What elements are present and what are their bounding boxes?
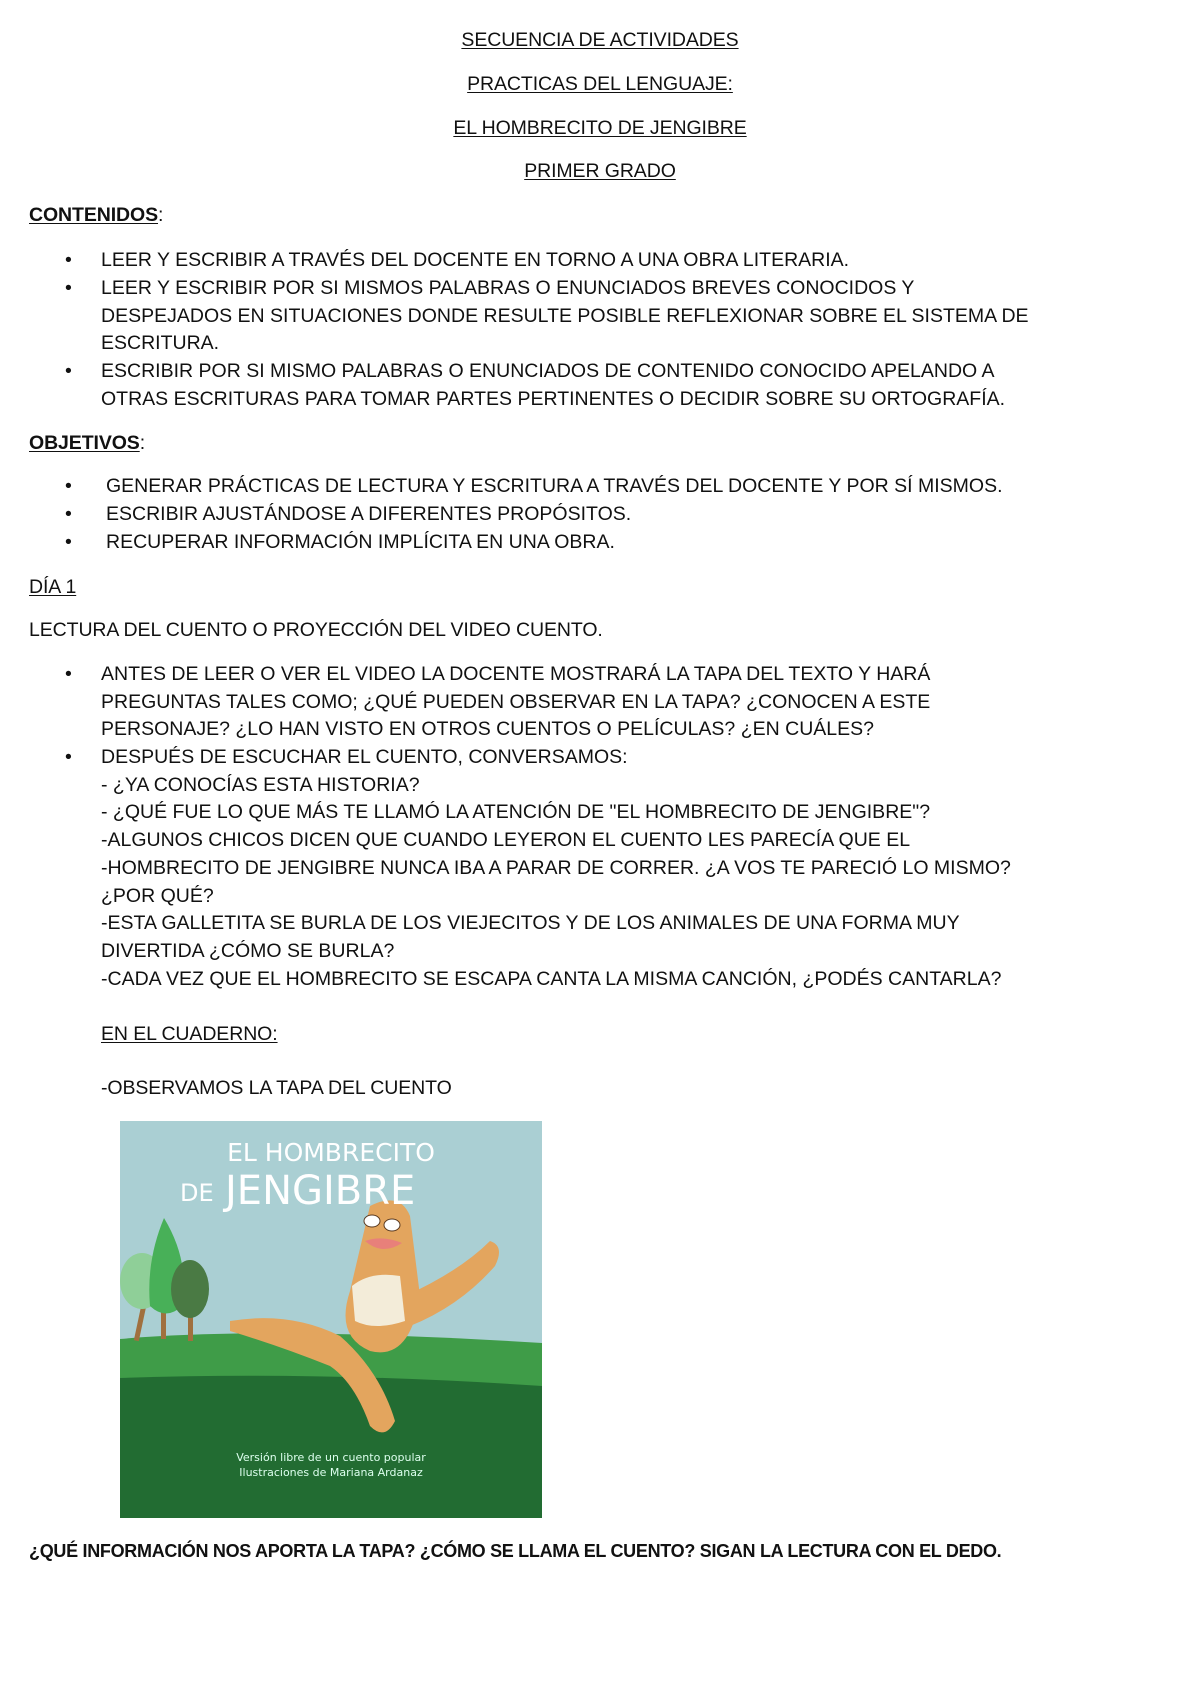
cuaderno-heading: EN EL CUADERNO: bbox=[101, 1023, 278, 1045]
cover-credit: Ilustraciones de Mariana Ardanaz bbox=[239, 1466, 423, 1479]
cuaderno-text: -OBSERVAMOS LA TAPA DEL CUENTO bbox=[101, 1077, 452, 1099]
objetivos-heading: OBJETIVOS: bbox=[29, 432, 146, 454]
cover-title-de: DE bbox=[180, 1179, 214, 1207]
story-title: EL HOMBRECITO DE JENGIBRE bbox=[453, 117, 747, 139]
objetivos-item: • ESCRIBIR AJUSTÁNDOSE A DIFERENTES PROPÓSITOS. bbox=[65, 503, 632, 525]
dia1-heading: DÍA 1 bbox=[29, 576, 77, 598]
cover-credit: Versión libre de un cuento popular bbox=[236, 1451, 426, 1464]
dia1-intro: LECTURA DEL CUENTO O PROYECCIÓN DEL VIDEO CUENTO. bbox=[29, 619, 603, 641]
grade-title: PRIMER GRADO bbox=[524, 160, 676, 182]
book-cover-illustration bbox=[120, 1121, 542, 1518]
subject-title: PRACTICAS DEL LENGUAJE: bbox=[467, 73, 733, 95]
doc-title: SECUENCIA DE ACTIVIDADES bbox=[461, 29, 739, 51]
dia1-item: • DESPUÉS DE ESCUCHAR EL CUENTO, CONVERSAMOS: - ¿YA CONOCÍAS ESTA HISTORIA? - ¿QUÉ FUE LO QUE MÁS TE LLAMÓ LA ATENCIÓN DE "EL HOMBRECITO DE JENGIBRE"? -ALGUNOS CHICOS DICEN QUE CUANDO LEYERON EL CUENTO LES PARECÍA QUE EL -HOMBRECITO DE JENGIBRE NUNCA IBA A PARAR DE CORRER. ¿A VOS TE PARECIÓ LO MISMO? ¿POR QUÉ? -ESTA GALLETITA SE BURLA DE LOS VIEJECITOS Y DE LOS ANIMALES DE UNA FORMA MUY DIVERTIDA ¿CÓMO SE BURLA? -CADA VEZ QUE EL HOMBRECITO SE ESCAPA CANTA LA MISMA CANCIÓN, ¿PODÉS CANTARLA? bbox=[65, 746, 1011, 990]
contenidos-item: • ESCRIBIR POR SI MISMO PALABRAS O ENUNCIADOS DE CONTENIDO CONOCIDO APELANDO A OTRAS ESCRITURAS PARA TOMAR PARTES PERTINENTES O DECIDIR SOBRE SU ORTOGRAFÍA. bbox=[65, 360, 1006, 410]
book-cover-image bbox=[120, 1121, 542, 1518]
contenidos-item: • LEER Y ESCRIBIR POR SI MISMOS PALABRAS O ENUNCIADOS BREVES CONOCIDOS Y DESPEJADOS EN SITUACIONES DONDE RESULTE POSIBLE REFLEXIONAR SOBRE EL SISTEMA DE ESCRITURA. bbox=[65, 277, 1029, 355]
dia1-item: • ANTES DE LEER O VER EL VIDEO LA DOCENTE MOSTRARÁ LA TAPA DEL TEXTO Y HARÁ PREGUNTAS TALES COMO; ¿QUÉ PUEDEN OBSERVAR EN LA TAPA? ¿CONOCEN A ESTE PERSONAJE? ¿LO HAN VISTO EN OTROS CUENTOS O PELÍCULAS? ¿EN CUÁLES? bbox=[65, 663, 931, 741]
final-question: ¿QUÉ INFORMACIÓN NOS APORTA LA TAPA? ¿CÓMO SE LLAMA EL CUENTO? SIGAN LA LECTURA CON EL DEDO. bbox=[29, 1541, 1002, 1561]
cover-title-main: JENGIBRE bbox=[225, 1168, 416, 1214]
objetivos-item: • RECUPERAR INFORMACIÓN IMPLÍCITA EN UNA OBRA. bbox=[65, 531, 615, 553]
objetivos-item: • GENERAR PRÁCTICAS DE LECTURA Y ESCRITURA A TRAVÉS DEL DOCENTE Y POR SÍ MISMOS. bbox=[65, 475, 1003, 497]
contenidos-heading: CONTENIDOS: bbox=[29, 204, 164, 226]
contenidos-item: • LEER Y ESCRIBIR A TRAVÉS DEL DOCENTE EN TORNO A UNA OBRA LITERARIA. bbox=[65, 249, 850, 271]
cover-title: EL HOMBRECITO bbox=[227, 1138, 435, 1167]
